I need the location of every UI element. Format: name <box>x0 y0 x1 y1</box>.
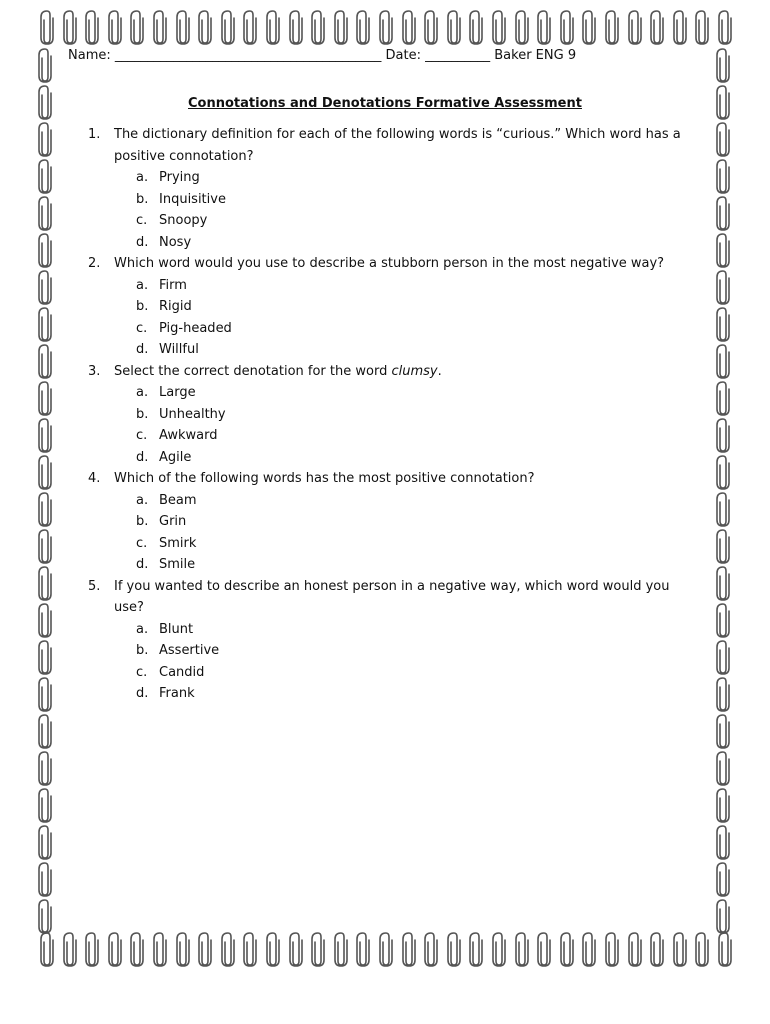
question-text-italic: clumsy <box>391 363 438 379</box>
option-letter: b. <box>136 514 149 529</box>
option-letter: c. <box>136 428 148 443</box>
paperclip-icon <box>174 8 192 46</box>
paperclip-icon <box>354 930 372 968</box>
paperclip-icon <box>36 268 54 306</box>
option-text: Blunt <box>159 621 194 637</box>
question-5 <box>88 576 698 705</box>
paperclip-icon <box>467 930 485 968</box>
option-item <box>114 490 698 512</box>
option-text: Candid <box>159 664 205 680</box>
option-text: Agile <box>159 449 192 465</box>
paperclip-icon <box>36 194 54 232</box>
paperclip-icon <box>714 194 732 232</box>
paperclip-icon <box>61 8 79 46</box>
option-item <box>114 339 698 361</box>
paperclip-icon <box>693 930 711 968</box>
paperclip-icon <box>36 601 54 639</box>
paperclip-icon <box>693 8 711 46</box>
question-text: If you wanted to describe an honest person in a negative way, which word would you use? <box>114 578 670 615</box>
paperclip-icon <box>558 930 576 968</box>
date-label: Date: <box>385 48 421 63</box>
paperclip-icon <box>106 930 124 968</box>
paperclip-icon <box>36 453 54 491</box>
paperclip-icon <box>196 8 214 46</box>
paperclip-border-top <box>0 8 770 48</box>
paperclip-icon <box>714 675 732 713</box>
option-text: Smirk <box>159 535 197 551</box>
option-item <box>114 683 698 705</box>
option-letter: b. <box>136 643 149 658</box>
paperclip-icon <box>714 46 732 84</box>
page-title: Connotations and Denotations Formative Assessment <box>188 96 582 111</box>
class-label: Baker ENG 9 <box>494 48 577 63</box>
question-number: 5. <box>88 578 101 594</box>
paperclip-border-right <box>712 0 736 1024</box>
paperclip-icon <box>714 416 732 454</box>
option-text: Inquisitive <box>159 191 226 207</box>
option-item <box>114 232 698 254</box>
paperclip-icon <box>445 930 463 968</box>
paperclip-icon <box>36 860 54 898</box>
paperclip-icon <box>36 305 54 343</box>
option-letter: a. <box>136 621 149 637</box>
question-text <box>114 364 442 379</box>
question-text: Which of the following words has the most positive connotation? <box>114 471 535 486</box>
option-text: Large <box>159 385 196 400</box>
paperclip-icon <box>36 675 54 713</box>
paperclip-icon <box>513 930 531 968</box>
option-item <box>114 210 698 232</box>
paperclip-icon <box>714 712 732 750</box>
option-letter: a. <box>136 170 149 185</box>
option-item <box>114 511 698 533</box>
name-blank: _________________________________________ <box>114 48 382 63</box>
option-item <box>114 296 698 318</box>
option-text: Unhealthy <box>159 406 226 422</box>
option-text: Smile <box>159 557 196 572</box>
paperclip-icon <box>714 120 732 158</box>
question-number: 1. <box>88 127 101 142</box>
option-item <box>114 640 698 662</box>
paperclip-icon <box>671 930 689 968</box>
paperclip-icon <box>714 823 732 861</box>
paperclip-icon <box>714 305 732 343</box>
option-letter: c. <box>136 213 148 228</box>
paperclip-icon <box>490 8 508 46</box>
paperclip-icon <box>36 897 54 935</box>
option-item <box>114 662 698 684</box>
paperclip-icon <box>36 231 54 269</box>
paperclip-icon <box>83 8 101 46</box>
option-text: Firm <box>159 277 187 293</box>
question-text-before: Select the correct denotation for the word <box>114 363 392 379</box>
option-text: Assertive <box>159 643 220 658</box>
paperclip-icon <box>400 8 418 46</box>
option-list <box>114 490 698 576</box>
paperclip-icon <box>714 786 732 824</box>
paperclip-icon <box>36 490 54 528</box>
question-text: The dictionary definition for each of the following words is “curious.” Which word has a positive connotation? <box>114 127 681 164</box>
option-letter: d. <box>136 686 149 701</box>
paperclip-icon <box>36 786 54 824</box>
paperclip-icon <box>36 157 54 195</box>
paperclip-icon <box>241 8 259 46</box>
option-list <box>114 167 698 253</box>
question-number: 4. <box>88 471 101 486</box>
paperclip-icon <box>309 930 327 968</box>
paperclip-icon <box>671 8 689 46</box>
paperclip-icon <box>648 8 666 46</box>
paperclip-icon <box>264 8 282 46</box>
paperclip-icon <box>287 930 305 968</box>
paperclip-icon <box>535 930 553 968</box>
option-letter: d. <box>136 234 149 250</box>
option-letter: d. <box>136 449 149 465</box>
paperclip-icon <box>714 268 732 306</box>
paperclip-icon <box>513 8 531 46</box>
question-text-after: . <box>437 363 442 379</box>
question-number: 3. <box>88 363 101 379</box>
paperclip-icon <box>580 8 598 46</box>
paperclip-icon <box>714 379 732 417</box>
option-letter: a. <box>136 492 149 508</box>
paperclip-icon <box>626 8 644 46</box>
option-list <box>114 619 698 705</box>
paperclip-icon <box>377 8 395 46</box>
question-list <box>88 124 698 705</box>
question-number: 2. <box>88 256 101 271</box>
paperclip-icon <box>354 8 372 46</box>
question-1 <box>88 124 698 253</box>
paperclip-icon <box>714 749 732 787</box>
paperclip-icon <box>714 231 732 269</box>
paperclip-icon <box>714 342 732 380</box>
option-letter: a. <box>136 385 149 400</box>
paperclip-icon <box>535 8 553 46</box>
paperclip-icon <box>36 379 54 417</box>
option-text: Rigid <box>159 299 192 314</box>
option-item <box>114 382 698 404</box>
option-letter: c. <box>136 664 148 680</box>
paperclip-icon <box>714 601 732 639</box>
paperclip-icon <box>241 930 259 968</box>
option-letter: c. <box>136 320 148 336</box>
paperclip-icon <box>219 8 237 46</box>
question-3 <box>88 361 698 469</box>
paperclip-icon <box>445 8 463 46</box>
option-list <box>114 275 698 361</box>
option-letter: b. <box>136 299 149 314</box>
worksheet-header <box>68 48 688 70</box>
paperclip-icon <box>714 157 732 195</box>
paperclip-icon <box>714 638 732 676</box>
paperclip-icon <box>128 930 146 968</box>
paperclip-icon <box>332 930 350 968</box>
option-item <box>114 554 698 576</box>
paperclip-icon <box>128 8 146 46</box>
option-item <box>114 167 698 189</box>
option-text: Frank <box>159 686 195 701</box>
paperclip-icon <box>36 749 54 787</box>
paperclip-icon <box>151 8 169 46</box>
paperclip-icon <box>377 930 395 968</box>
option-letter: d. <box>136 557 149 572</box>
name-label: Name: <box>68 48 111 63</box>
option-text: Nosy <box>159 234 192 250</box>
paperclip-icon <box>287 8 305 46</box>
paperclip-icon <box>714 564 732 602</box>
question-4 <box>88 468 698 576</box>
question-text: Which word would you use to describe a stubborn person in the most negative way? <box>114 256 665 271</box>
paperclip-icon <box>309 8 327 46</box>
paperclip-icon <box>83 930 101 968</box>
option-item <box>114 189 698 211</box>
paperclip-icon <box>36 638 54 676</box>
paperclip-icon <box>603 8 621 46</box>
option-text: Awkward <box>159 428 218 443</box>
option-item <box>114 318 698 340</box>
paperclip-icon <box>580 930 598 968</box>
option-item <box>114 447 698 469</box>
question-2 <box>88 253 698 361</box>
paperclip-icon <box>174 930 192 968</box>
paperclip-icon <box>36 823 54 861</box>
option-text: Beam <box>159 492 197 508</box>
paperclip-icon <box>714 453 732 491</box>
paperclip-icon <box>558 8 576 46</box>
paperclip-icon <box>422 930 440 968</box>
option-letter: a. <box>136 277 149 293</box>
option-list <box>114 382 698 468</box>
paperclip-icon <box>422 8 440 46</box>
option-letter: b. <box>136 191 149 207</box>
paperclip-icon <box>106 8 124 46</box>
option-text: Prying <box>159 170 200 185</box>
paperclip-icon <box>467 8 485 46</box>
paperclip-icon <box>61 930 79 968</box>
paperclip-icon <box>36 120 54 158</box>
paperclip-icon <box>648 930 666 968</box>
paperclip-icon <box>626 930 644 968</box>
paperclip-icon <box>603 930 621 968</box>
paperclip-icon <box>151 930 169 968</box>
paperclip-icon <box>714 860 732 898</box>
paperclip-icon <box>714 897 732 935</box>
option-letter: c. <box>136 535 148 551</box>
option-item <box>114 425 698 447</box>
option-text: Snoopy <box>159 213 208 228</box>
paperclip-icon <box>714 527 732 565</box>
option-letter: d. <box>136 342 149 357</box>
paperclip-icon <box>332 8 350 46</box>
paperclip-border-left <box>34 0 58 1024</box>
option-item <box>114 533 698 555</box>
option-item <box>114 275 698 297</box>
paperclip-icon <box>36 712 54 750</box>
paperclip-icon <box>36 564 54 602</box>
option-text: Pig-headed <box>159 320 232 336</box>
paperclip-icon <box>400 930 418 968</box>
paperclip-border-bottom <box>0 930 770 970</box>
paperclip-icon <box>36 527 54 565</box>
option-item <box>114 619 698 641</box>
paperclip-icon <box>714 490 732 528</box>
paperclip-icon <box>36 342 54 380</box>
option-item <box>114 404 698 426</box>
paperclip-icon <box>490 930 508 968</box>
paperclip-icon <box>196 930 214 968</box>
option-text: Willful <box>159 342 199 357</box>
option-text: Grin <box>159 514 187 529</box>
date-blank: __________ <box>425 48 491 63</box>
paperclip-icon <box>36 46 54 84</box>
paperclip-icon <box>219 930 237 968</box>
paperclip-icon <box>36 416 54 454</box>
option-letter: b. <box>136 406 149 422</box>
paperclip-icon <box>264 930 282 968</box>
